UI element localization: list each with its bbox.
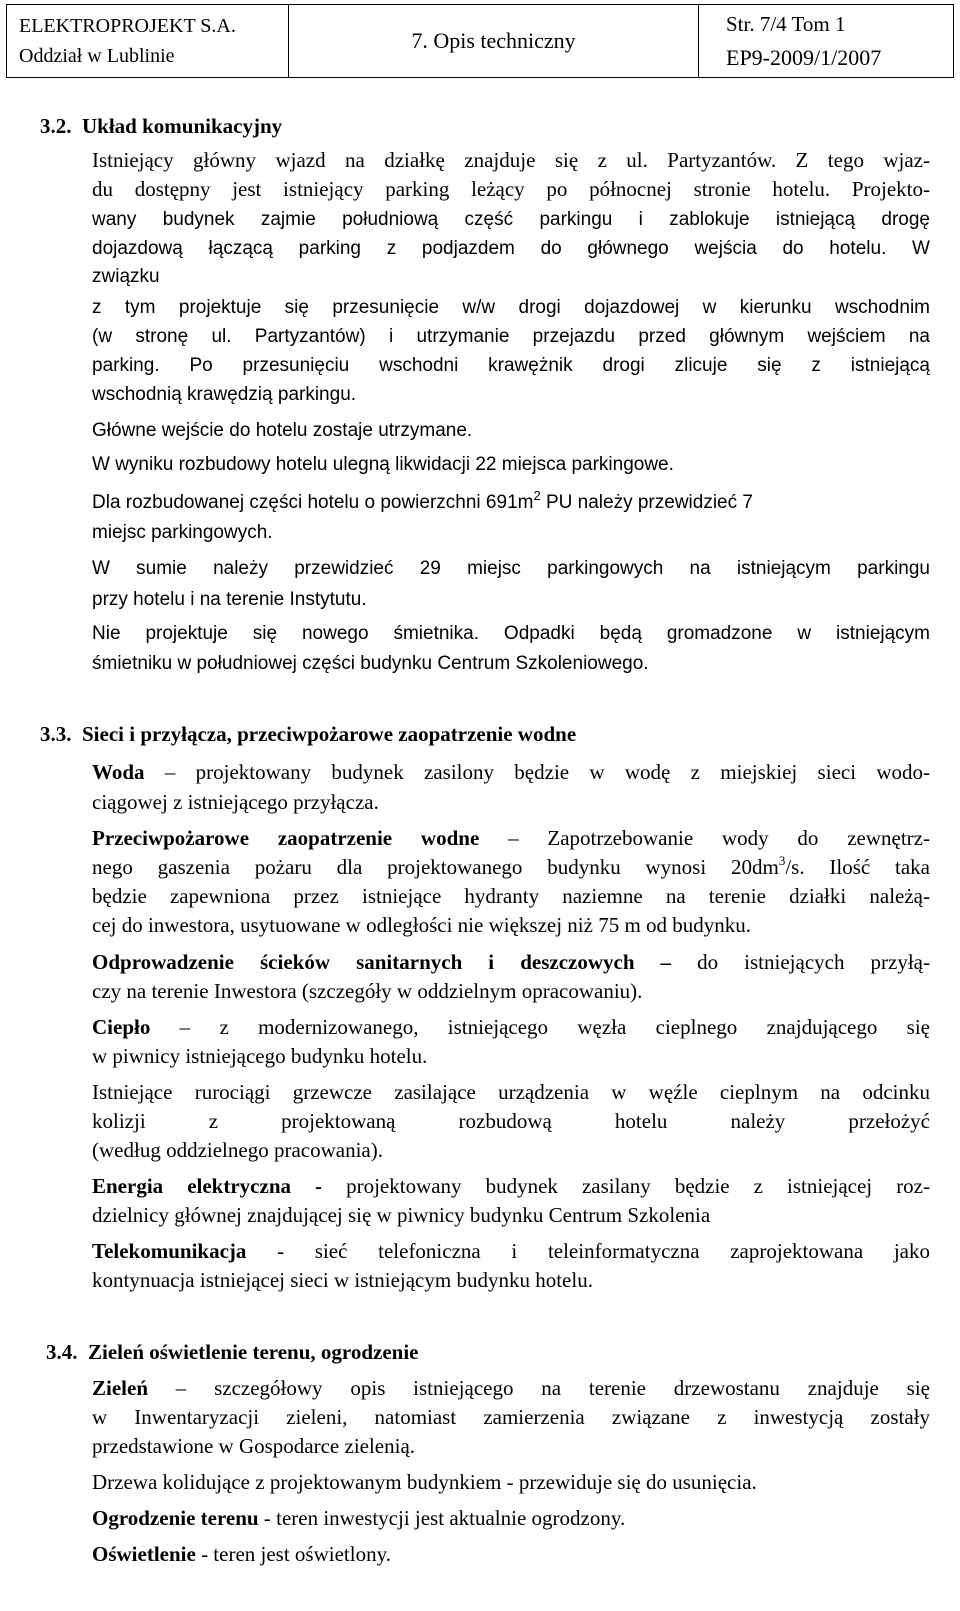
paragraph-line: z tym projektuje się przesunięcie w/w drogi dojazdowej w kierunku wschodnim <box>92 297 930 318</box>
bold-term: Odprowadzenie ścieków sanitarnych i deszczowych – <box>92 950 672 974</box>
paragraph-line: cej do inwestora, usytuowane w odległości nie większej niż 75 m od budynku. <box>92 913 752 937</box>
header-page-cell <box>699 5 953 77</box>
section-title: Układ komunikacyjny <box>82 114 283 138</box>
header-company-cell <box>7 5 289 77</box>
paragraph-line: kontynuacja istniejącej sieci w istniejącym budynku hotelu. <box>92 1268 593 1292</box>
section-number: 3.4. <box>46 1340 78 1364</box>
bold-term: Woda <box>92 760 145 784</box>
bold-term: Energia elektryczna - <box>92 1174 323 1198</box>
paragraph-line: dzielnicy głównej znajdującej się w piwnicy budynku Centrum Szkolenia <box>92 1203 711 1227</box>
paragraph-line: (w stronę ul. Partyzantów) i utrzymanie przejazdu przed głównym wejściem na <box>92 326 930 347</box>
paragraph-line <box>92 1376 930 1400</box>
paragraph-line: ciągowej z istniejącego przyłącza. <box>92 790 379 814</box>
section-3-4-heading <box>46 1340 419 1364</box>
text-run: – z modernizowanego, istniejącego węzła cieplnego znajdującego się <box>150 1015 930 1039</box>
text-run: do istniejących przyłą- <box>671 950 930 974</box>
text-run: /s. Ilość taka <box>785 855 930 879</box>
paragraph-line: du dostępny jest istniejący parking leżący po północnej stronie hotelu. Projekto- <box>92 177 930 201</box>
paragraph-line: parking. Po przesunięciu wschodni krawężnik drogi zlicuje się z istniejącą <box>92 355 930 376</box>
paragraph-line <box>92 760 930 784</box>
bold-term: Zieleń <box>92 1376 148 1400</box>
paragraph-line: miejsc parkingowych. <box>92 522 273 543</box>
bold-term: Przeciwpożarowe zaopatrzenie wodne <box>92 826 480 850</box>
superscript: 3 <box>778 853 786 868</box>
paragraph-line <box>92 1506 625 1530</box>
paragraph-line <box>92 855 930 879</box>
paragraph-line: Drzewa kolidujące z projektowanym budynkiem - przewiduje się do usunięcia. <box>92 1470 757 1494</box>
paragraph-line <box>92 1239 930 1263</box>
section-number: 3.2. <box>40 114 72 138</box>
paragraph-line: związku <box>92 266 160 287</box>
section-3-2-heading <box>40 114 282 138</box>
bold-term: Ogrodzenie terenu <box>92 1506 259 1530</box>
bold-term: Oświetlenie <box>92 1542 196 1566</box>
bold-term: Ciepło <box>92 1015 151 1039</box>
header-branch: Oddział w Lublinie <box>19 45 175 67</box>
paragraph-line: Istniejący główny wjazd na działkę znajduje się z ul. Partyzantów. Z tego wjaz- <box>92 148 930 172</box>
paragraph-line <box>92 950 930 974</box>
paragraph-line: w Inwentaryzacji zieleni, natomiast zamierzenia związane z inwestycją zostały <box>92 1405 930 1429</box>
page-header <box>6 4 954 78</box>
text-run: nego gaszenia pożaru dla projektowanego budynku wynosi 20dm <box>92 855 779 879</box>
paragraph-line: czy na terenie Inwestora (szczegóły w oddzielnym opracowaniu). <box>92 979 643 1003</box>
text-run: PU należy przewidzieć 7 <box>540 492 753 513</box>
paragraph-line: wschodnią krawędzią parkingu. <box>92 384 357 405</box>
paragraph-line: (według oddzielnego pracowania). <box>92 1138 383 1162</box>
paragraph-line: Główne wejście do hotelu zostaje utrzymane. <box>92 420 473 441</box>
bold-term: Telekomunikacja <box>92 1239 247 1263</box>
text-run: – szczegółowy opis istniejącego na terenie drzewostanu znajduje się <box>148 1376 930 1400</box>
text-run: Dla rozbudowanej części hotelu o powierzchni 691m <box>92 492 534 513</box>
text-run: – Zapotrzebowanie wody do zewnętrz- <box>479 826 930 850</box>
paragraph-line: będzie zapewniona przez istniejące hydranty naziemne na terenie działki należą- <box>92 884 930 908</box>
paragraph-line: kolizji z projektowaną rozbudową hotelu należy przełożyć <box>92 1109 930 1133</box>
paragraph-line: w piwnicy istniejącego budynku hotelu. <box>92 1044 428 1068</box>
paragraph-line: śmietniku w południowej części budynku Centrum Szkoleniowego. <box>92 653 649 674</box>
paragraph-line: przedstawione w Gospodarce zielenią. <box>92 1434 416 1458</box>
text-run: projektowany budynek zasilany będzie z istniejącej roz- <box>322 1174 930 1198</box>
section-number: 3.3. <box>40 722 72 746</box>
section-title: Sieci i przyłącza, przeciwpożarowe zaopatrzenie wodne <box>82 722 577 746</box>
paragraph-line: dojazdową łączącą parking z podjazdem do głównego wejścia do hotelu. W <box>92 238 930 259</box>
header-company: ELEKTROPROJEKT S.A. <box>19 15 236 37</box>
header-page: Str. 7/4 Tom 1 <box>726 12 846 36</box>
paragraph-line: wany budynek zajmie południową część parkingu i zablokuje istniejącą drogę <box>92 209 930 230</box>
text-run: – projektowany budynek zasilony będzie w wodę z miejskiej sieci wodo- <box>144 760 930 784</box>
paragraph-line <box>92 1542 391 1566</box>
paragraph-line: W wyniku rozbudowy hotelu ulegną likwidacji 22 miejsca parkingowe. <box>92 454 674 475</box>
paragraph-line <box>92 1174 930 1198</box>
superscript: 2 <box>533 487 541 503</box>
text-run: - sieć telefoniczna i teleinformatyczna zaprojektowana jako <box>246 1239 930 1263</box>
paragraph-line: Nie projektuje się nowego śmietnika. Odpadki będą gromadzone w istniejącym <box>92 623 930 644</box>
header-title: 7. Opis techniczny <box>411 28 576 53</box>
text-run: - teren jest oświetlony. <box>195 1542 391 1566</box>
paragraph-line: przy hotelu i na terenie Instytutu. <box>92 589 367 610</box>
paragraph-line <box>92 1015 930 1039</box>
paragraph-line: Istniejące rurociągi grzewcze zasilające urządzenia w węźle cieplnym na odcinku <box>92 1080 930 1104</box>
paragraph-line: W sumie należy przewidzieć 29 miejsc parkingowych na istniejącym parkingu <box>92 558 930 579</box>
paragraph-line <box>92 487 930 515</box>
paragraph-line <box>92 826 930 850</box>
section-3-3-heading <box>40 722 576 746</box>
header-doc-id: EP9-2009/1/2007 <box>726 45 882 70</box>
text-run: - teren inwestycji jest aktualnie ogrodzony. <box>258 1506 626 1530</box>
section-title: Zieleń oświetlenie terenu, ogrodzenie <box>88 1340 419 1364</box>
header-title-cell <box>289 5 699 77</box>
